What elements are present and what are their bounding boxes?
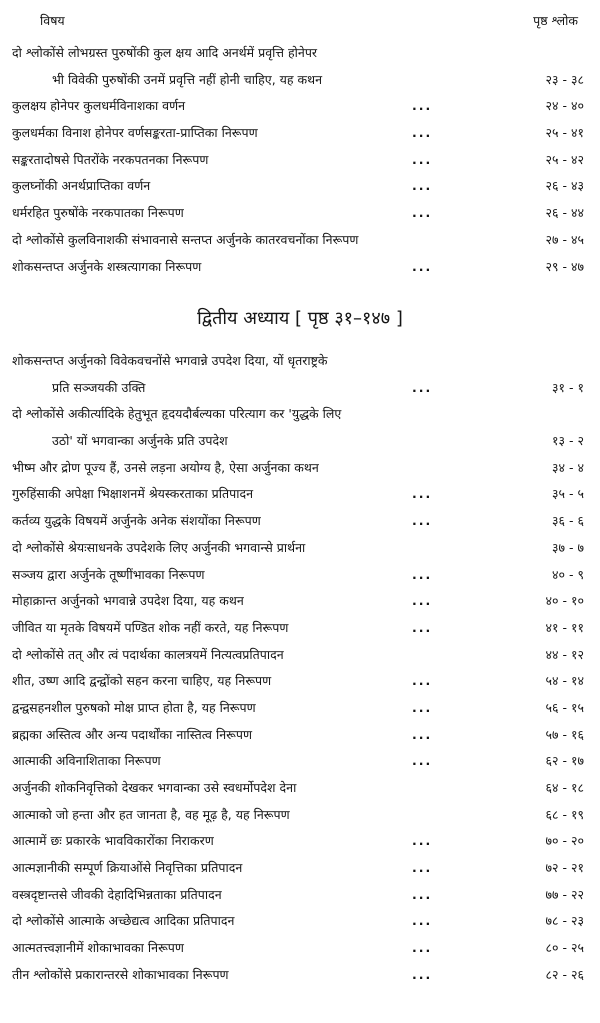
page-verse-ref: ४४ - १२ [545,646,584,662]
toc-entry [12,828,584,855]
leader-dots: ... [412,513,433,529]
subject-column-heading: विषय [40,13,65,28]
leader-dots: ... [412,699,433,715]
toc-entry [12,802,584,829]
page-verse-ref: ७७ - २२ [545,886,584,902]
leader-dots: ... [412,151,433,167]
page-verse-ref: ३६ - ६ [552,513,584,529]
page-verse-ref: ४० - ९ [552,566,584,582]
toc-entry [12,695,584,722]
entry-text: कर्तव्य युद्धके विषयमें अर्जुनके अनेक संशयोंका निरूपण [12,513,261,529]
contents-header [40,12,578,32]
toc-entry [12,908,584,935]
leader-dots: ... [412,940,433,956]
leader-dots: ... [412,566,433,582]
toc-entry [12,481,584,508]
entry-text: दो श्लोकोंसे लोभग्रस्त पुरुषोंकी कुल क्षय आदि अनर्थमें प्रवृत्ति होनेपर [12,45,318,60]
page-verse-ref: २५ - ४२ [545,151,584,167]
entry-text: वस्त्रदृष्टान्तसे जीवकी देहादिभिन्नताका प्रतिपादन [12,886,222,902]
leader-dots: ... [412,860,433,876]
toc-entry [12,962,584,989]
page-verse-ref: ५७ - १६ [545,726,584,742]
toc-entry [12,93,584,120]
chapter-page-range: [ पृष्ठ ३१–१४७ ] [295,308,403,329]
leader-dots: ... [412,913,433,929]
page-verse-ref: २९ - ४७ [545,258,584,274]
leader-dots: ... [412,966,433,982]
toc-entry [12,227,584,254]
toc-entry [12,775,584,802]
entry-text: गुरुहिंसाकी अपेक्षा भिक्षाशनमें श्रेयस्करताका प्रतिपादन [12,486,254,502]
page-verse-ref: ४० - १० [545,593,584,609]
page-verse-column-heading: पृष्ठ श्लोक [533,13,578,28]
toc-entry [12,348,584,401]
toc-entry [12,882,584,909]
page-verse-ref: ७० - २० [545,833,584,849]
page-verse-ref: ६२ - १७ [545,753,584,769]
toc-entry [12,855,584,882]
entry-text: मोहाक्रान्त अर्जुनको भगवान्ने उपदेश दिया, यह कथन [12,593,244,609]
page-verse-ref: २६ - ४३ [545,178,584,194]
leader-dots: ... [412,593,433,609]
leader-dots: ... [412,726,433,742]
entry-text: ब्रह्मका अस्तित्व और अन्य पदार्थोंका नास्तित्व निरूपण [12,726,252,742]
leader-dots: ... [412,98,433,114]
chapter-heading [0,306,600,330]
entry-text: जीवित या मृतके विषयमें पण्डित शोक नहीं करते, यह निरूपण [12,619,289,635]
toc-entry [12,147,584,174]
page-verse-ref: ५६ - १५ [545,699,584,715]
page-verse-ref: २७ - ४५ [545,231,584,247]
entry-text: सङ्करतादोषसे पितरोंके नरकपतनका निरूपण [12,151,209,167]
chapter-title: द्वितीय अध्याय [197,308,290,329]
entry-text: अर्जुनकी शोकनिवृत्तिको देखकर भगवान्का उसे स्वधर्मोपदेश देना [12,780,297,796]
page-verse-ref: २४ - ४० [545,98,584,114]
entry-text: आत्मामें छः प्रकारके भावविकारोंका निराकरण [12,833,214,849]
section-2-list [12,348,584,989]
entry-text: दो श्लोकोंसे आत्माके अच्छेद्यत्व आदिका प्रतिपादन [12,913,235,929]
toc-entry [12,748,584,775]
entry-text: शोकसन्तप्त अर्जुनको विवेकवचनोंसे भगवान्ने उपदेश दिया, यों धृतराष्ट्रके [12,353,328,368]
toc-entry [12,642,584,669]
toc-entry [12,401,584,454]
page-verse-ref: ८२ - २६ [545,966,584,982]
entry-text: कुलधर्मका विनाश होनेपर वर्णसङ्करता-प्राप्तिका निरूपण [12,125,258,141]
entry-text: दो श्लोकोंसे तत् और त्वं पदार्थका कालत्रयमें नित्यत्वप्रतिपादन [12,646,284,662]
leader-dots: ... [412,205,433,221]
entry-text: दो श्लोकोंसे कुलविनाशकी संभावनासे सन्तप्त अर्जुनके कातरवचनोंका निरूपण [12,231,359,247]
entry-text: दो श्लोकोंसे श्रेयःसाधनके उपदेशके लिए अर्जुनकी भगवान्से प्रार्थना [12,539,306,555]
toc-entry [12,935,584,962]
page-verse-ref: ६४ - १८ [545,780,584,796]
page-verse-ref: १३ - २ [552,433,584,449]
leader-dots: ... [412,619,433,635]
entry-text: शीत, उष्ण आदि द्वन्द्वोंको सहन करना चाहिए, यह निरूपण [12,673,272,689]
leader-dots: ... [412,379,433,395]
entry-text-continued: भी विवेकी पुरुषोंकी उनमें प्रवृत्ति नहीं होनी चाहिए, यह कथन [52,71,323,87]
leader-dots: ... [412,178,433,194]
toc-entry [12,200,584,227]
entry-text-continued: प्रति सञ्जयकी उक्ति [52,379,146,395]
entry-text: कुलक्षय होनेपर कुलधर्मविनाशका वर्णन [12,98,186,114]
entry-text: आत्माको जो हन्ता और हत जानता है, वह मूढ़ है, यह निरूपण [12,806,290,822]
entry-text: आत्मतत्त्वज्ञानीमें शोकाभावका निरूपण [12,940,184,956]
leader-dots: ... [412,258,433,274]
page-verse-ref: ७८ - २३ [545,913,584,929]
leader-dots: ... [412,833,433,849]
toc-entry [12,615,584,642]
toc-entry [12,40,584,93]
entry-text: सञ्जय द्वारा अर्जुनके तूष्णींभावका निरूपण [12,566,205,582]
entry-text: धर्मरहित पुरुषोंके नरकपातका निरूपण [12,205,184,221]
page-verse-ref: ८० - २५ [545,940,584,956]
page-verse-ref: २५ - ४१ [545,125,584,141]
toc-entry [12,562,584,589]
toc-entry [12,173,584,200]
page-verse-ref: २६ - ४४ [545,205,584,221]
entry-text: शोकसन्तप्त अर्जुनके शस्त्रत्यागका निरूपण [12,258,202,274]
leader-dots: ... [412,125,433,141]
page-verse-ref: २३ - ३८ [545,71,584,87]
entry-text: भीष्म और द्रोण पूज्य हैं, उनसे लड़ना अयोग्य है, ऐसा अर्जुनका कथन [12,459,319,475]
leader-dots: ... [412,673,433,689]
toc-entry [12,254,584,281]
toc-entry [12,535,584,562]
section-1-list [12,40,584,280]
toc-entry [12,508,584,535]
toc-entry [12,668,584,695]
entry-text: आत्मज्ञानीकी सम्पूर्ण क्रियाओंसे निवृत्तिका प्रतिपादन [12,860,243,876]
leader-dots: ... [412,753,433,769]
toc-entry [12,120,584,147]
entry-text-continued: उठो' यों भगवान्का अर्जुनके प्रति उपदेश [52,433,228,449]
page-verse-ref: ५४ - १४ [545,673,584,689]
entry-text: आत्माकी अविनाशिताका निरूपण [12,753,161,769]
page-verse-ref: ६८ - १९ [545,806,584,822]
page-verse-ref: ४१ - ११ [545,619,584,635]
toc-entry [12,722,584,749]
page-verse-ref: ३५ - ५ [552,486,584,502]
entry-text: तीन श्लोकोंसे प्रकारान्तरसे शोकाभावका निरूपण [12,966,229,982]
page-verse-ref: ७२ - २१ [545,860,584,876]
entry-text: कुलघ्नोंकी अनर्थप्राप्तिका वर्णन [12,178,151,194]
toc-entry [12,455,584,482]
entry-text: दो श्लोकोंसे अकीर्त्यादिके हेतुभूत हृदयदौर्बल्यका परित्याग कर 'युद्धके लिए [12,406,342,422]
page-verse-ref: ३७ - ७ [552,539,584,555]
leader-dots: ... [412,486,433,502]
page-verse-ref: ३४ - ४ [552,459,584,475]
toc-entry [12,588,584,615]
leader-dots: ... [412,886,433,902]
entry-text: द्वन्द्वसहनशील पुरुषको मोक्ष प्राप्त होता है, यह निरूपण [12,699,256,715]
page-verse-ref: ३१ - १ [552,379,584,395]
